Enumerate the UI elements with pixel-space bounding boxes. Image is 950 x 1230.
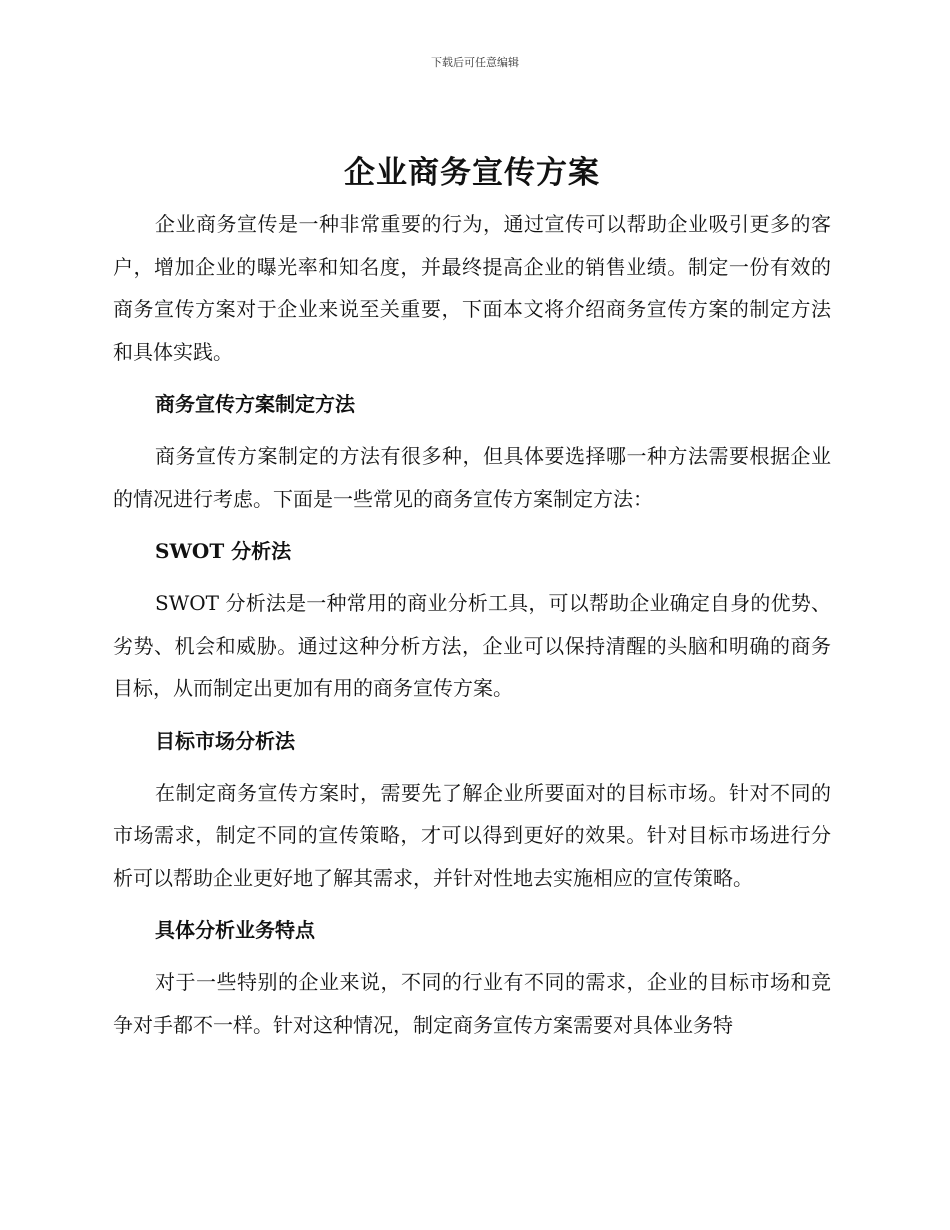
section-heading-target-market: 目标市场分析法 bbox=[155, 728, 295, 753]
swot-paragraph: SWOT 分析法是一种常用的商业分析工具，可以帮助企业确定自身的优势、劣势、机会和威胁。通过这种分析方法，企业可以保持清醒的头脑和明确的商务目标，从而制定出更加有用的商务宣传方案。 bbox=[113, 591, 831, 700]
header-note: 下载后可任意编辑 bbox=[431, 56, 519, 69]
section-heading-swot: SWOT 分析法 bbox=[155, 539, 292, 563]
section-heading-methods: 商务宣传方案制定方法 bbox=[155, 392, 355, 416]
business-features-paragraph: 对于一些特别的企业来说，不同的行业有不同的需求，企业的目标市场和竞争对手都不一样。针对这种情况，制定商务宣传方案需要对具体业务特 bbox=[113, 970, 831, 1037]
target-market-paragraph: 在制定商务宣传方案时，需要先了解企业所要面对的目标市场。针对不同的市场需求，制定不同的宣传策略，才可以得到更好的效果。针对目标市场进行分析可以帮助企业更好地了解其需求，并针对性地去实施相应的宣传策略。 bbox=[113, 780, 831, 890]
document-title: 企业商务宣传方案 bbox=[344, 155, 600, 191]
methods-paragraph: 商务宣传方案制定的方法有很多种，但具体要选择哪一种方法需要根据企业的情况进行考虑。下面是一些常见的商务宣传方案制定方法： bbox=[113, 444, 831, 511]
intro-paragraph: 企业商务宣传是一种非常重要的行为，通过宣传可以帮助企业吸引更多的客户，增加企业的曝光率和知名度，并最终提高企业的销售业绩。制定一份有效的商务宣传方案对于企业来说至关重要，下面本文将介绍商务宣传方案的制定方法和具体实践。 bbox=[113, 212, 831, 364]
section-heading-business-features: 具体分析业务特点 bbox=[155, 918, 315, 942]
document-body bbox=[113, 146, 831, 1046]
